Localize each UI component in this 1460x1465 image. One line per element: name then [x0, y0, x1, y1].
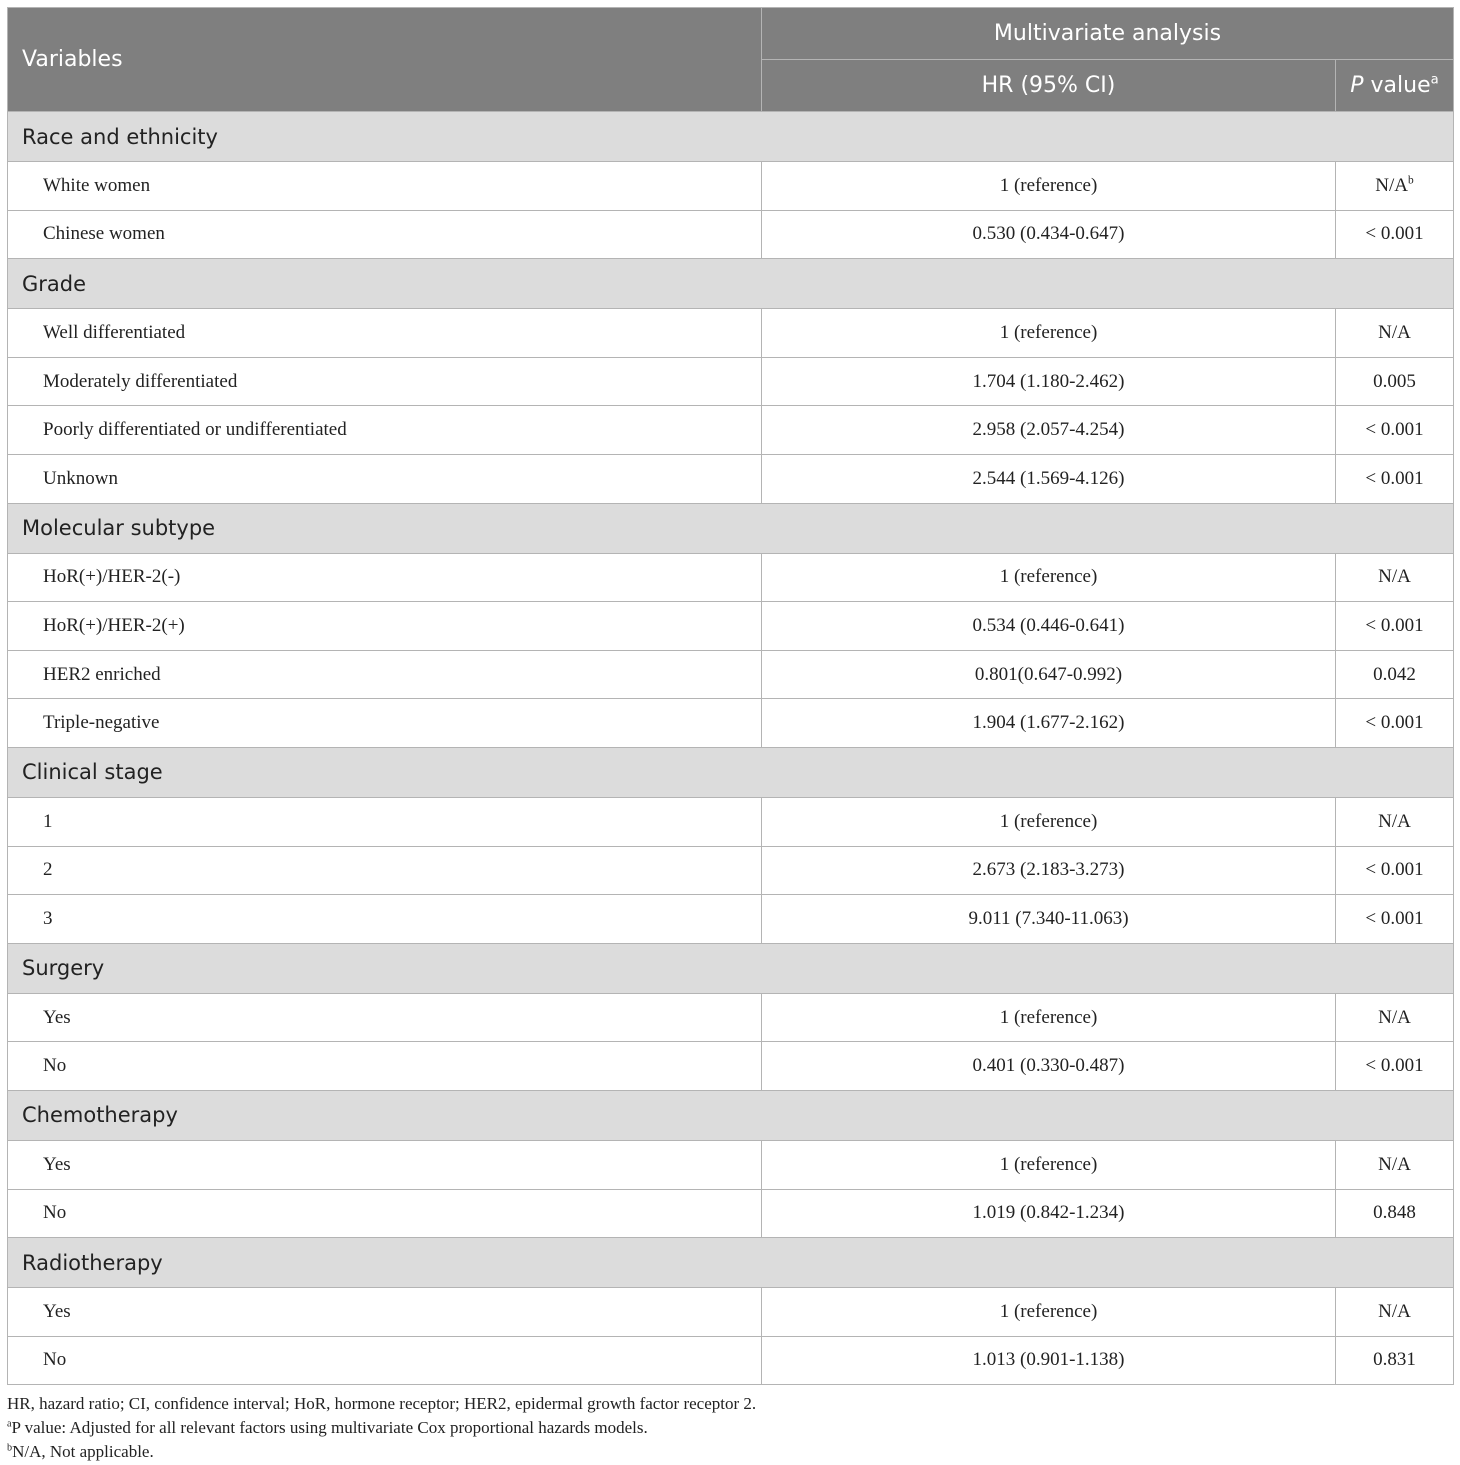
hazard-ratio-cell: 1 (reference) [762, 1140, 1336, 1189]
table-row [8, 210, 1454, 259]
table-row [8, 406, 1454, 455]
hazard-ratio-cell: 1 (reference) [762, 797, 1336, 846]
p-value-text: N/A [1378, 810, 1411, 832]
header-p-footnote-mark: a [1430, 72, 1439, 88]
variable-label: 3 [8, 895, 762, 944]
table-row [8, 797, 1454, 846]
hazard-ratio-cell: 1.904 (1.677-2.162) [762, 699, 1336, 748]
hazard-ratio-cell: 1.013 (0.901-1.138) [762, 1336, 1336, 1385]
table-row [8, 357, 1454, 406]
table-row [8, 1189, 1454, 1238]
variable-label: Triple-negative [8, 699, 762, 748]
section-title: Race and ethnicity [8, 112, 1454, 162]
variable-label: Chinese women [8, 210, 762, 259]
p-value-text: N/A [1378, 566, 1411, 588]
p-value-text: < 0.001 [1365, 1055, 1424, 1077]
hazard-ratio-cell: 9.011 (7.340-11.063) [762, 895, 1336, 944]
p-value-text: N/A [1378, 1006, 1411, 1028]
table-row [8, 1042, 1454, 1091]
header-p-rest: value [1363, 73, 1431, 98]
p-value-cell [1336, 993, 1454, 1042]
p-value-cell [1336, 1140, 1454, 1189]
p-value-cell [1336, 895, 1454, 944]
hazard-ratio-cell: 2.673 (2.183-3.273) [762, 846, 1336, 895]
p-value-cell [1336, 1288, 1454, 1337]
p-value-text: N/A [1378, 321, 1411, 343]
section-header-row [8, 112, 1454, 162]
table-header [8, 8, 1454, 112]
section-title: Grade [8, 259, 1454, 309]
multivariate-analysis-table [7, 7, 1454, 1385]
hazard-ratio-cell: 0.530 (0.434-0.647) [762, 210, 1336, 259]
variable-label: Poorly differentiated or undifferentiated [8, 406, 762, 455]
table-row [8, 895, 1454, 944]
section-title: Molecular subtype [8, 503, 1454, 553]
p-value-text: 0.042 [1373, 663, 1416, 685]
header-p-value [1336, 60, 1454, 112]
p-value-text: N/A [1378, 1300, 1411, 1322]
table-row [8, 650, 1454, 699]
p-value-footnote-mark: b [1408, 174, 1414, 187]
p-value-cell [1336, 602, 1454, 651]
footnote-b-mark: b [7, 1442, 13, 1454]
p-value-text: < 0.001 [1365, 419, 1424, 441]
hazard-ratio-cell: 2.958 (2.057-4.254) [762, 406, 1336, 455]
p-value-text: N/A [1375, 174, 1409, 196]
p-value-cell [1336, 846, 1454, 895]
table-body [8, 112, 1454, 1385]
p-value-cell [1336, 553, 1454, 602]
p-value-cell [1336, 162, 1454, 211]
p-value-text: < 0.001 [1365, 907, 1424, 929]
p-value-cell [1336, 699, 1454, 748]
variable-label: Well differentiated [8, 309, 762, 358]
hazard-ratio-cell: 1 (reference) [762, 1288, 1336, 1337]
hazard-ratio-cell: 1 (reference) [762, 993, 1336, 1042]
table-row [8, 454, 1454, 503]
table-container [7, 7, 1453, 1464]
p-value-cell [1336, 406, 1454, 455]
footnote-b [7, 1440, 1453, 1464]
section-title: Radiotherapy [8, 1238, 1454, 1288]
p-value-text: 0.848 [1373, 1202, 1416, 1224]
section-title: Surgery [8, 943, 1454, 993]
variable-label: No [8, 1336, 762, 1385]
p-value-text: N/A [1378, 1153, 1411, 1175]
table-row [8, 1140, 1454, 1189]
variable-label: No [8, 1042, 762, 1091]
variable-label: Yes [8, 1288, 762, 1337]
table-row [8, 309, 1454, 358]
variable-label: Moderately differentiated [8, 357, 762, 406]
table-row [8, 993, 1454, 1042]
p-value-text: < 0.001 [1365, 614, 1424, 636]
variable-label: HoR(+)/HER-2(-) [8, 553, 762, 602]
variable-label: 2 [8, 846, 762, 895]
p-value-cell [1336, 1189, 1454, 1238]
p-value-text: 0.005 [1373, 370, 1416, 392]
variable-label: No [8, 1189, 762, 1238]
header-hr-ci: HR (95% CI) [762, 60, 1336, 112]
p-value-cell [1336, 357, 1454, 406]
variable-label: Unknown [8, 454, 762, 503]
section-header-row [8, 503, 1454, 553]
hazard-ratio-cell: 0.534 (0.446-0.641) [762, 602, 1336, 651]
hazard-ratio-cell: 2.544 (1.569-4.126) [762, 454, 1336, 503]
section-header-row [8, 1090, 1454, 1140]
table-row [8, 1336, 1454, 1385]
header-p-italic: P [1350, 73, 1364, 98]
p-value-cell [1336, 309, 1454, 358]
section-title: Clinical stage [8, 747, 1454, 797]
footnote-abbreviations: HR, hazard ratio; CI, confidence interval; HoR, hormone receptor; HER2, epidermal growth factor receptor 2. [7, 1394, 757, 1414]
header-multivariate-analysis: Multivariate analysis [762, 8, 1454, 60]
section-header-row [8, 1238, 1454, 1288]
section-header-row [8, 747, 1454, 797]
footnote-a-text: P value: Adjusted for all relevant factors using multivariate Cox proportional hazards models. [11, 1418, 648, 1438]
p-value-cell [1336, 650, 1454, 699]
p-value-text: < 0.001 [1365, 467, 1424, 489]
hazard-ratio-cell: 1.019 (0.842-1.234) [762, 1189, 1336, 1238]
variable-label: Yes [8, 993, 762, 1042]
table-row [8, 162, 1454, 211]
header-variables: Variables [8, 8, 762, 112]
section-title: Chemotherapy [8, 1090, 1454, 1140]
p-value-text: < 0.001 [1365, 223, 1424, 245]
p-value-cell [1336, 210, 1454, 259]
hazard-ratio-cell: 1 (reference) [762, 309, 1336, 358]
p-value-cell [1336, 454, 1454, 503]
section-header-row [8, 943, 1454, 993]
hazard-ratio-cell: 1.704 (1.180-2.462) [762, 357, 1336, 406]
p-value-cell [1336, 1042, 1454, 1091]
variable-label: Yes [8, 1140, 762, 1189]
p-value-text: < 0.001 [1365, 859, 1424, 881]
table-footnotes [7, 1392, 1453, 1464]
hazard-ratio-cell: 1 (reference) [762, 162, 1336, 211]
variable-label: HoR(+)/HER-2(+) [8, 602, 762, 651]
table-row [8, 699, 1454, 748]
footnote-b-text: N/A, Not applicable. [12, 1442, 154, 1462]
p-value-text: 0.831 [1373, 1349, 1416, 1371]
table-row [8, 1288, 1454, 1337]
hazard-ratio-cell: 1 (reference) [762, 553, 1336, 602]
variable-label: White women [8, 162, 762, 211]
footnote-a-mark: a [7, 1418, 12, 1430]
table-row [8, 602, 1454, 651]
p-value-cell [1336, 797, 1454, 846]
variable-label: HER2 enriched [8, 650, 762, 699]
p-value-text: < 0.001 [1365, 712, 1424, 734]
p-value-cell [1336, 1336, 1454, 1385]
hazard-ratio-cell: 0.801(0.647-0.992) [762, 650, 1336, 699]
variable-label: 1 [8, 797, 762, 846]
section-header-row [8, 259, 1454, 309]
table-row [8, 846, 1454, 895]
table-row [8, 553, 1454, 602]
footnote-a [7, 1416, 1453, 1440]
hazard-ratio-cell: 0.401 (0.330-0.487) [762, 1042, 1336, 1091]
